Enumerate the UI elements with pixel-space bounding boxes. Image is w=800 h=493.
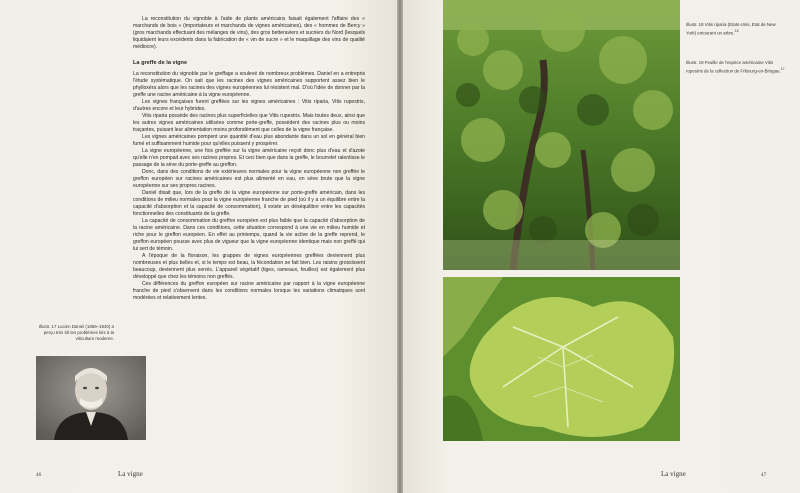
illustration-19-caption (686, 60, 786, 74)
page-number-left: 46 (36, 472, 42, 478)
photo-vitis-rupestris-leaf (443, 277, 680, 441)
section-heading: La greffe de la vigne (133, 60, 188, 66)
running-title-left: La vigne (118, 470, 143, 478)
illustration-19-text: Illustr. 19 Feuille de l'espèce américaine Vitis rupestris de la collection de Fribourg-en-Brisgau. (686, 60, 781, 74)
intro-paragraph: La reconstitution du vignoble à l'aide de plants américains faisait également l'affaire des « marchands de bois » (importateurs et marchands de vignes américaines), des « hommes de Bercy » (gros marchands effectuant des mélanges de vins), des gros betteraviers et sucriers du Nord (lesquels liquidaient leurs excédents dans la fabrication de « vin de sucre » et le maquillage des vins de qualité médiocre). (133, 16, 365, 50)
left-page (0, 0, 397, 493)
body-text (133, 16, 365, 302)
paragraph: A l'époque de la floraison, les grappes de vignes européennes greffées deviennent plus nombreuses et plus belles et, si le temps est beau, la fécondation se fait bien. Les raisins grossissent beaucoup, deviennent plus serrés. L'appareil végétatif (tiges, rameaux, feuilles) est également plus développé que chez les témoins non greffés. (133, 253, 365, 280)
right-page (403, 0, 800, 493)
paragraph: Les vignes françaises furent greffées sur les vignes américaines : Vitis riparia, Vitis rupestris, d'autres encore et leur hybrides. (133, 99, 365, 112)
page-number-right: 47 (761, 472, 767, 478)
illustration-18-caption (686, 22, 786, 36)
paragraph: La capacité de consommation du greffon européen est plus faible que la capacité d'absorption de la racine américaine. Dans ces conditions, cette situation correspond à une vie en milieu humide et riche pour le greffon européen. En effet au printemps, quand la vie active de la greffe reprend, le greffon européen pousse avec plus de vigueur que la vigne européenne identique mais non greffé qui lui sert de témoin. (133, 218, 365, 252)
paragraph: Ces différences du greffon européen sur racine américaine par rapport à la vigne européenne franche de pied s'observent dans les conditions normales lorsque les variations climatiques sont modérées et relativement lentes. (133, 281, 365, 301)
illustration-18-note: 16 (734, 29, 739, 33)
paragraph: La reconstitution du vignoble par le greffage a soulevé de nombreux problèmes. Daniel en a entrepris l'étude systématique. On sait que les racines des vignes américaines supportent assez bien le phylloxéra alors que les racines des vignes européennes lui résistent mal. D'où l'idée de donner par la greffe une racine américaine à la vigne européenne. (133, 71, 365, 98)
paragraph: Daniel disait que, lors de la greffe de la vigne européenne sur porte-greffe américain, dans les conditions de milieu normales pour la vigne européenne franche de pied (où il y a un équilibre entre la capacité d'absorption et la capacité de consommation), il existe un déséquilibre entre les capacités fonctionnelles des constituants de la greffe. (133, 190, 365, 217)
paragraph: La vigne européenne, une fois greffée sur la vigne américaine reçoit donc plus d'eau et d'azote qu'elle n'en pompait avec ses racines propres. Et ceci bien que dans la greffe, le bourrelet ralentisse le passage de la sève du porte-greffe au greffon. (133, 148, 365, 168)
paragraph: Donc, dans des conditions de vie extérieures normales pour la vigne européenne non greffée le greffon européen sur racines américaines est plus alimenté en eau, en sève brute que la vigne européenne sur ses propres racines. (133, 169, 365, 189)
illustration-19-note: 17 (780, 67, 785, 71)
photo-vitis-riparia-tree (443, 0, 680, 270)
paragraph: Vitis riparia possède des racines plus superficielles que Vitis rupestris. Mais toutes deux, ainsi que les autres vignes américaines utilisées comme porte-greffe, possèdent des racines plus ou moins traçantes, puisant leur alimentation moins profondément que celles de la vigne française. (133, 113, 365, 133)
illustration-18-text: Illustr. 18 Vitis riparia (Etats-Unis, Etat de New York) entourant un arbre. (686, 22, 776, 36)
illustration-17-caption: Illustr. 17 Lucien Daniel (1856–1940) a perçu très tôt les problèmes liés à la viticulture moderne. (38, 324, 114, 341)
running-title-right: La vigne (661, 470, 686, 478)
portrait-photo-lucien-daniel (36, 356, 146, 440)
paragraph: Les vignes américaines pompent une quantité d'eau plus abondante dans un sol en général bien fumé et suffisamment humide pour qu'elles puissent y prospérer. (133, 134, 365, 147)
